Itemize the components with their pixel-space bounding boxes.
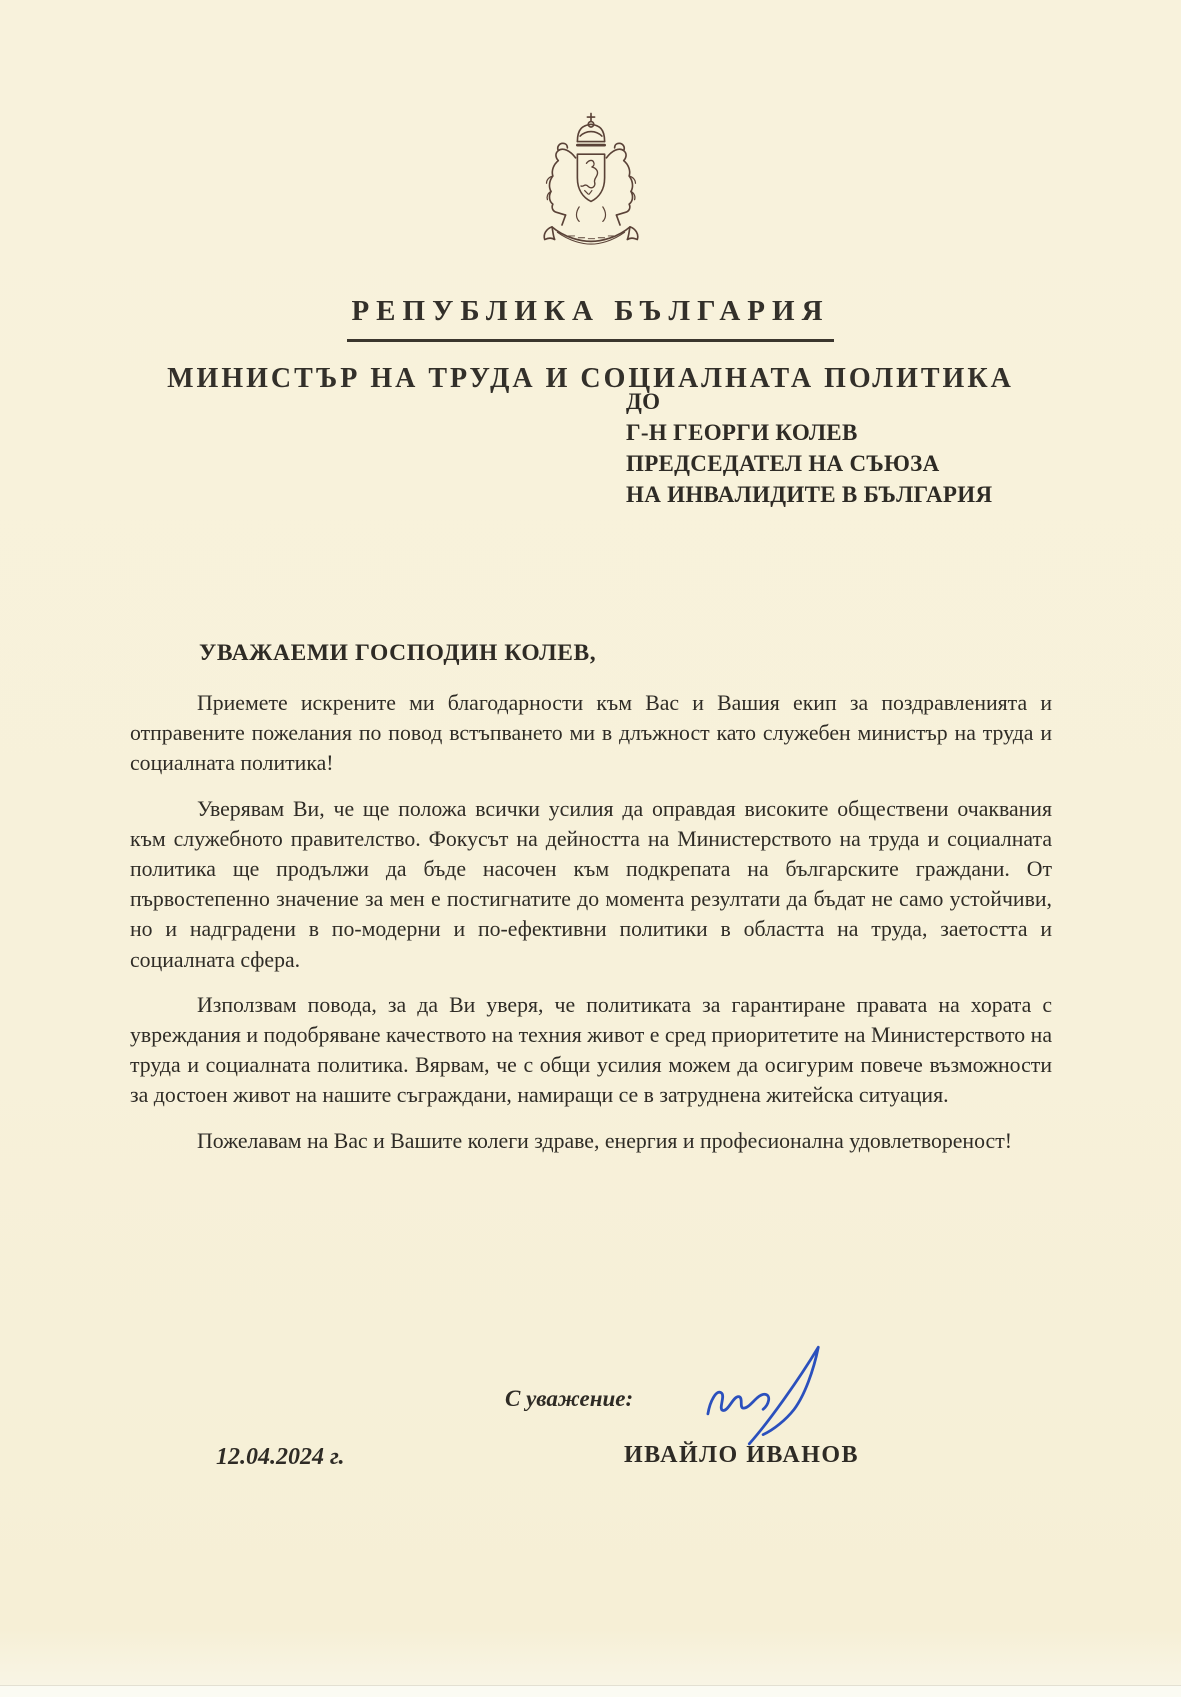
letter-body [130,688,1052,1156]
recipient-line: Г-Н ГЕОРГИ КОЛЕВ [626,420,858,445]
signer-name: ИВАЙЛО ИВАНОВ [624,1442,860,1468]
signature-icon [700,1338,840,1453]
recipient-to-label: ДО [626,389,661,414]
valediction: С уважение: [505,1386,634,1411]
salutation: УВАЖАЕМИ ГОСПОДИН КОЛЕВ, [199,640,597,666]
letterhead [0,106,1181,395]
ministry-title: МИНИСТЪР НА ТРУДА И СОЦИАЛНАТА ПОЛИТИКА [167,363,1014,394]
body-paragraph: Уверявам Ви, че ще положа всички усилия да оправдая високите обществени очаквания към служебното правителство. Фокусът на дейността на Министерството на труда и социалната политика ще продължи да бъде насочен към подкрепата на българските граждани. От първостепенно значение за мен е постигнатите до момента резултати да бъдат не само устойчиви, но и надградени в по-модерни и по-ефективни политики в областта на труда, заетостта и социалната сфера. [130,796,1052,972]
scan-bottom-edge [0,1685,1181,1697]
recipient-line: ПРЕДСЕДАТЕЛ НА СЪЮЗА [626,451,940,476]
recipient-block [626,386,992,510]
letter-date: 12.04.2024 г. [216,1444,345,1470]
recipient-line: НА ИНВАЛИДИТЕ В БЪЛГАРИЯ [626,482,993,507]
country-title: РЕПУБЛИКА БЪЛГАРИЯ [347,295,833,342]
bulgaria-coat-of-arms-icon [532,263,650,280]
body-paragraph: Пожелавам на Вас и Вашите колеги здраве, енергия и професионална удовлетвореност! [197,1128,1012,1153]
body-paragraph: Използвам повода, за да Ви уверя, че политиката за гарантиране правата на хората с увреждания и подобряване качеството на техния живот е сред приоритетите на Министерството на труда и социалната политика. Вярвам, че с общи усилия можем да осигурим повече възможности за достоен живот на нашите съграждани, намиращи се в затруднена житейска ситуация. [130,992,1052,1108]
body-paragraph: Приемете искрените ми благодарности към Вас и Вашия екип за поздравленията и отправените пожелания по повод встъпването ми в длъжност като служебен министър на труда и социалната политика! [130,691,1052,776]
